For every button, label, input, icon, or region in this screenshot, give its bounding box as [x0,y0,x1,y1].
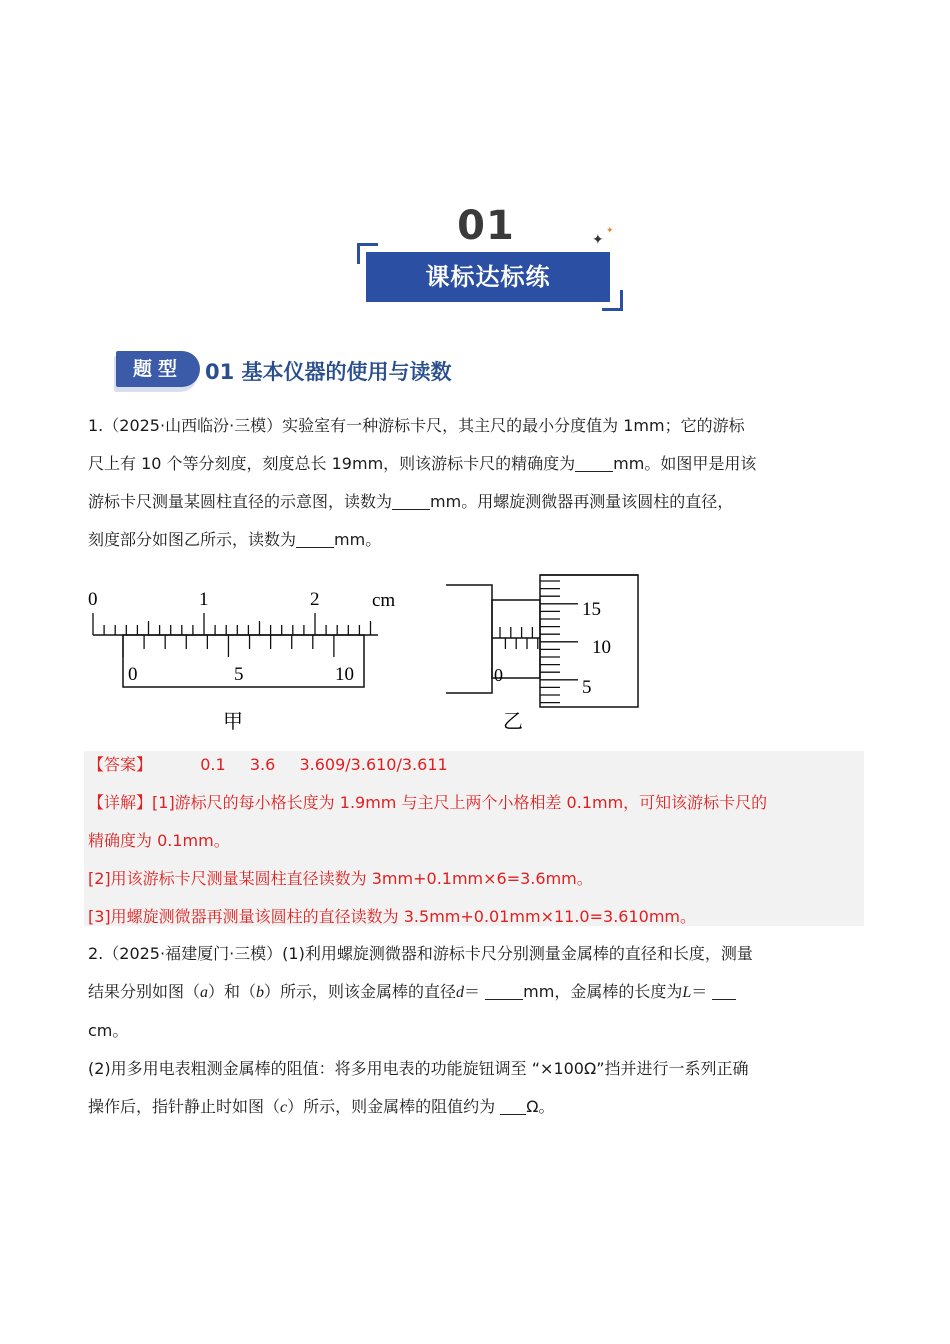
figure-micrometer [440,565,650,740]
type-title: 01 基本仪器的使用与读数 [205,360,452,384]
sparkle-icon: ✦ [592,232,604,248]
question-1 [88,407,863,559]
detail-line-2: [2]用该游标卡尺测量某圆柱直径读数为 3mm+0.1mm×6=3.6mm。 [88,869,593,888]
main-label-0: 0 [88,589,98,610]
answer-blank-2 [392,491,430,510]
vernier-label-10: 10 [335,664,354,685]
answer-blank-4 [485,981,523,1000]
section-title: 课标达标练 [366,252,610,302]
q2-line-4: (2)用多用电表粗测金属棒的阻值：将多用电表的功能旋钮调至 “×100Ω”挡并进行一系列正确 [88,1059,749,1078]
answer-blank-5 [712,981,736,1000]
thimble-label-5: 5 [582,677,592,698]
thimble-label-15: 15 [582,599,601,620]
detail-line-3: [3]用螺旋测微器再测量该圆柱的直径读数为 3.5mm+0.01mm×11.0=3.610mm。 [88,907,696,926]
vernier-label-0: 0 [128,664,138,685]
q2-line-1: 2.（2025·福建厦门·三模）(1)利用螺旋测微器和游标卡尺分别测量金属棒的直径和长度，测量 [88,944,753,963]
answer-label: 【答案】 [88,755,153,774]
detail-label: 【详解】 [88,793,153,812]
question-2 [88,935,863,1127]
answer-blank-1 [575,453,613,472]
sparkle-small-icon: ✦ [606,226,614,236]
answer-blank-3 [296,529,334,548]
vernier-frame [123,635,364,687]
answer-value-1: 0.1 [200,755,226,774]
q2-line-2: 结果分别如图（a）和（b）所示，则该金属棒的直径d＝ mm，金属棒的长度为L＝ [88,973,863,1012]
answer-line [88,746,863,784]
main-scale-ticks [93,613,371,635]
q2-line-3: cm。 [88,1021,129,1040]
q2-line-5: 操作后，指针静止时如图（c）所示，则金属棒的阻值约为 Ω。 [88,1097,555,1116]
q1-line-2: 尺上有 10 个等分刻度，刻度总长 19mm，则该游标卡尺的精确度为 mm。如图甲是用该 [88,454,757,473]
answer-section [88,746,863,936]
type-tag: 题型 [116,351,200,387]
detail-line-1: 【详解】[1]游标尺的每小格长度为 1.9mm 与主尺上两个小格相差 0.1mm，可知该游标卡尺的 [88,793,768,812]
q1-line-3: 游标卡尺测量某圆柱直径的示意图，读数为 mm。用螺旋测微器再测量该圆柱的直径， [88,492,734,511]
section-number: 01 [457,203,515,249]
vernier-scale-ticks [123,635,334,657]
thimble-label-10: 10 [592,637,611,658]
detail-line-1b: 精确度为 0.1mm。 [88,831,230,850]
main-unit: cm [372,590,396,611]
banner-corner-bottom-right [602,290,623,311]
sleeve-label-0: 0 [494,665,503,685]
figure-b-caption: 乙 [503,711,523,733]
q1-line-1: 1.（2025·山西临汾·三模）实验室有一种游标卡尺，其主尺的最小分度值为 1mm；它的游标 [88,416,745,435]
answer-value-3: 3.609/3.610/3.611 [299,755,448,774]
vernier-label-5: 5 [234,664,244,685]
q1-line-4: 刻度部分如图乙所示，读数为 mm。 [88,530,382,549]
main-label-1: 1 [199,589,209,610]
thimble-ticks [540,581,578,703]
figure-a-caption: 甲 [223,711,243,733]
main-label-2: 2 [310,589,320,610]
answer-value-2: 3.6 [249,755,276,774]
answer-blank-6 [500,1096,526,1115]
figure-vernier-caliper [80,580,410,740]
